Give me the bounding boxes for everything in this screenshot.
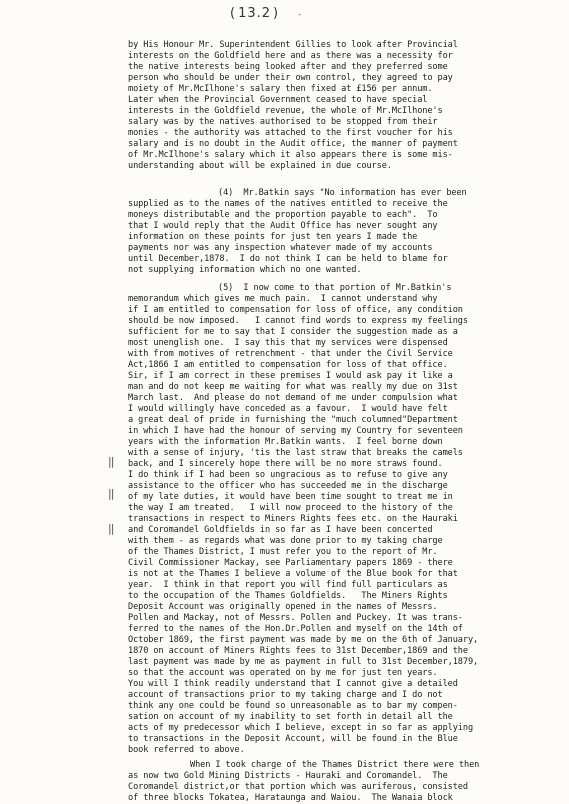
text-line: memorandum which gives me much pain. I cannot understand why xyxy=(128,294,438,304)
text-line: not supplying information which no one wanted. xyxy=(128,265,362,275)
text-line: book referred to above. xyxy=(128,745,245,755)
text-line: so that the account was operated on by me for just ten years. xyxy=(128,668,438,678)
text-line: interests on the Goldfield here and as there was a necessity for xyxy=(128,51,453,61)
text-line: I would willingly have conceded as a favour. I would have felt xyxy=(128,404,448,414)
text-line: salary and is no doubt in the Audit office, the manner of payment xyxy=(128,139,458,149)
text-line: is not at the Thames I believe a volume of the Blue book for that xyxy=(128,569,458,579)
text-line: Coromandel district,or that portion which was auriferous, consisted xyxy=(128,782,468,792)
text-line: in which I have had the honour of serving my Country for seventeen xyxy=(128,426,463,436)
text-line: assistance to the officer who has succeeded me in the discharge xyxy=(128,481,448,491)
text-line: I do think if I had been so ungracious as to refuse to give any xyxy=(128,470,448,480)
text-line: back, and I sincerely hope there will be no more straws found. xyxy=(128,459,443,469)
text-line: of Mr.McIlhone's salary which it also appears there is some mis- xyxy=(128,150,453,160)
text-line: years with the information Mr.Batkin wants. I feel borne down xyxy=(128,437,443,447)
text-line: with them - as regards what was done prior to my taking charge xyxy=(128,536,443,546)
text-line: of three blocks Tokatea, Harataunga and Waiou. The Wanaia block xyxy=(128,793,453,803)
text-line: person who should be under their own control, they agreed to pay xyxy=(128,73,453,83)
text-line: interests in the Goldfield revenue, the whole of Mr.McIlhone's xyxy=(128,106,443,116)
text-line: Sir, if I am correct in these premises I would ask pay it like a xyxy=(128,371,453,381)
text-line: man and do not keep me waiting for what was really my due on 31st xyxy=(128,382,458,392)
text-line: ferred to the names of the Hon.Dr.Pollen and myself on the 14th of xyxy=(128,624,463,634)
text-line: Deposit Account was originally opened in the names of Messrs. xyxy=(128,602,438,612)
text-line: information on these points for just ten years I made the xyxy=(128,232,418,242)
text-line: (4) Mr.Batkin says "No information has ever been xyxy=(218,188,467,198)
page-number: ( 13.2 ) xyxy=(230,6,279,21)
text-line: moneys distributable and the proportion payable to each". To xyxy=(128,210,438,220)
text-line: Civil Commissioner Mackay, see Parliamentary papers 1869 - there xyxy=(128,558,453,568)
text-line: to the occupation of the Thames Goldfields. The Miners Rights xyxy=(128,591,448,601)
text-line: sufficient for me to say that I consider the suggestion made as a xyxy=(128,327,458,337)
text-line: the native interests being looked after and they preferred some xyxy=(128,62,448,72)
text-line: by His Honour Mr. Superintendent Gillies to look after Provincial xyxy=(128,40,458,50)
text-line: supplied as to the names of the natives entitled to receive the xyxy=(128,199,448,209)
text-line: the way I am treated. I will now proceed to the history of the xyxy=(128,503,453,513)
text-line: a great deal of pride in furnishing the "much columned"Department xyxy=(128,415,458,425)
text-line: as now two Gold Mining Districts - Hauraki and Coromandel. The xyxy=(128,771,448,781)
text-line: with a sense of injury, 'tis the last straw that breaks the camels xyxy=(128,448,463,458)
text-line: October 1869, the first payment was made by me on the 6th of January, xyxy=(128,635,479,645)
text-line: sation on account of my inability to set forth in detail all the xyxy=(128,712,453,722)
text-line: account of transactions prior to my taking charge and I do not xyxy=(128,690,443,700)
text-line: that I would reply that the Audit Office has never sought any xyxy=(128,221,438,231)
margin-mark: || xyxy=(108,487,114,500)
text-line: March last. And please do not demand of me under compulsion what xyxy=(128,393,458,403)
text-line: and Coromandel Goldfields in so far as I have been concerted xyxy=(128,525,433,535)
text-line: salary was by the natives authorised to be stopped from their xyxy=(128,117,438,127)
text-line: moiety of Mr.McIlhone's salary then fixed at £156 per annum. xyxy=(128,84,433,94)
margin-mark: || xyxy=(108,455,114,468)
text-line: Act,1866 I am entitled to compensation for loss of that office. xyxy=(128,360,448,370)
text-line: most unenglish one. I say this that my services were dispensed xyxy=(128,338,448,348)
text-line: with from motives of retrenchment - that under the Civil Service xyxy=(128,349,453,359)
text-line: When I took charge of the Thames District there were then xyxy=(190,760,480,770)
text-line: monies - the authority was attached to the first voucher for his xyxy=(128,128,453,138)
text-line: if I am entitled to compensation for loss of office, any condition xyxy=(128,305,463,315)
text-line: of my late duties, it would have been time sought to treat me in xyxy=(128,492,453,502)
text-line: year. I think in that report you will find full particulars as xyxy=(128,580,448,590)
text-line: until December,1878. I do not think I can be held to blame for xyxy=(128,254,448,264)
text-line: think any one could be found so unreasonable as to bar my compen- xyxy=(128,701,458,711)
text-line: to transactions in the Deposit Account, will be found in the Blue xyxy=(128,734,458,744)
text-line: Pollen and Mackay, not of Messrs. Pollen and Puckey. It was trans- xyxy=(128,613,463,623)
text-line: Later when the Provincial Government ceased to have special xyxy=(128,95,428,105)
text-line: should be now imposed. I cannot find words to express my feelings xyxy=(128,316,468,326)
text-line: transactions in respect to Miners Rights fees etc. on the Hauraki xyxy=(128,514,458,524)
text-line: last payment was made by me as payment in full to 31st December,1879, xyxy=(128,657,479,667)
text-line: payments nor was any inspection whatever made of my accounts xyxy=(128,243,433,253)
text-line: (5) I now come to that portion of Mr.Batkin's xyxy=(218,283,452,293)
text-line: acts of my predecessor which I believe, except in so far as applying xyxy=(128,723,474,733)
text-line: You will I think readily understand that I cannot give a detailed xyxy=(128,679,458,689)
text-line: of the Thames District, I must refer you to the report of Mr. xyxy=(128,547,438,557)
margin-mark: || xyxy=(108,522,114,535)
text-line: 1870 on account of Miners Rights fees to 31st December,1869 and the xyxy=(128,646,468,656)
text-line: understanding about will be explained in due course. xyxy=(128,161,392,171)
header-mark: - xyxy=(298,10,302,20)
